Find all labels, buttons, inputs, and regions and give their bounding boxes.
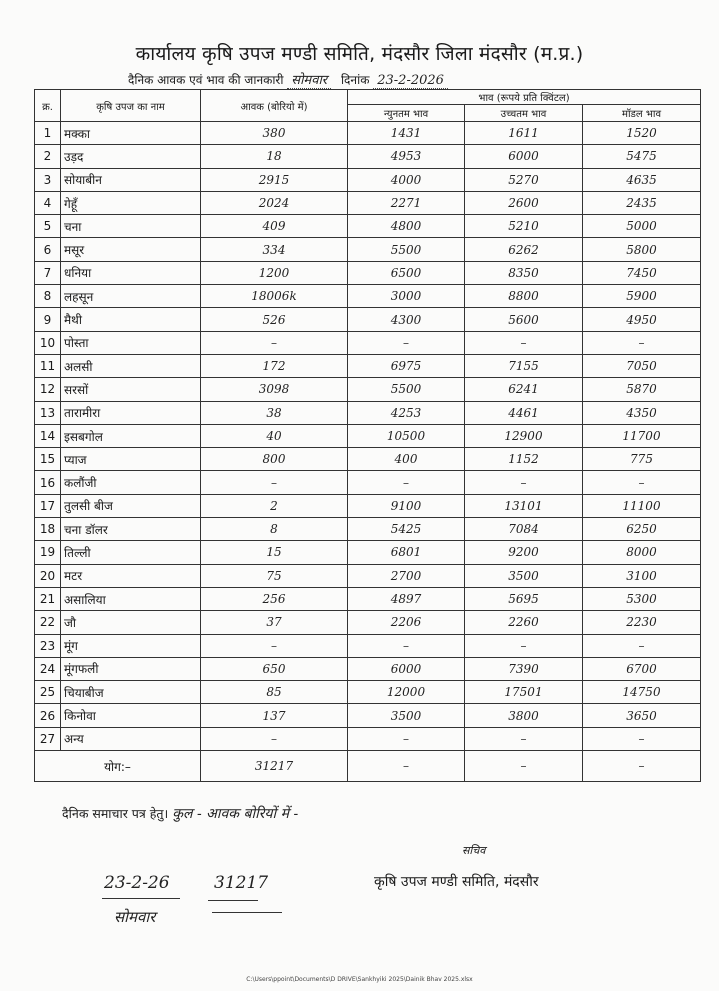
- modal-rate: 4635: [583, 168, 701, 191]
- max-rate: 6241: [465, 378, 583, 401]
- table-row: [35, 378, 701, 401]
- underline-stroke: [212, 912, 282, 913]
- max-rate: 3500: [465, 564, 583, 587]
- commodity-name: चियाबीज: [61, 681, 201, 704]
- news-label: दैनिक समाचार पत्र हेतु।: [62, 806, 169, 821]
- row-sn: 25: [35, 681, 61, 704]
- subline-label: दैनिक आवक एवं भाव की जानकारी: [128, 73, 284, 87]
- header-rate-group: भाव (रूपये प्रति क्विंटल): [348, 90, 701, 105]
- modal-rate: 4350: [583, 401, 701, 424]
- handwritten-day: सोमवार: [114, 908, 156, 926]
- modal-rate: 3100: [583, 564, 701, 587]
- min-rate: 4000: [348, 168, 465, 191]
- row-sn: 26: [35, 704, 61, 727]
- table-row: [35, 681, 701, 704]
- modal-rate: 775: [583, 448, 701, 471]
- arrival-value: 172: [201, 354, 348, 377]
- arrival-value: 85: [201, 681, 348, 704]
- modal-rate: 6250: [583, 518, 701, 541]
- max-rate: 5270: [465, 168, 583, 191]
- commodity-name: जौ: [61, 611, 201, 634]
- arrival-value: 75: [201, 564, 348, 587]
- report-subline: [128, 70, 448, 89]
- commodity-name: असालिया: [61, 587, 201, 610]
- header-max-rate: उच्चतम भाव: [465, 105, 583, 122]
- modal-rate: 5870: [583, 378, 701, 401]
- arrival-value: 38: [201, 401, 348, 424]
- row-sn: 17: [35, 494, 61, 517]
- date-label: दिनांक: [340, 73, 370, 87]
- date-value: 23-2-2026: [373, 73, 448, 89]
- arrival-value: 2024: [201, 191, 348, 214]
- min-rate: –: [348, 727, 465, 750]
- arrival-value: 18006k: [201, 285, 348, 308]
- modal-rate: –: [583, 331, 701, 354]
- header-sn: क्र.: [35, 90, 61, 122]
- table-row: [35, 145, 701, 168]
- max-rate: 8350: [465, 261, 583, 284]
- arrival-value: 1200: [201, 261, 348, 284]
- modal-rate: 7450: [583, 261, 701, 284]
- arrival-value: 800: [201, 448, 348, 471]
- table-row: [35, 564, 701, 587]
- total-row: [35, 751, 701, 782]
- arrival-value: 2915: [201, 168, 348, 191]
- min-rate: –: [348, 471, 465, 494]
- max-rate: 5600: [465, 308, 583, 331]
- table-row: [35, 191, 701, 214]
- min-rate: 3000: [348, 285, 465, 308]
- day-value: सोमवार: [287, 70, 331, 89]
- newspaper-note: [62, 804, 298, 823]
- row-sn: 20: [35, 564, 61, 587]
- row-sn: 8: [35, 285, 61, 308]
- arrival-value: 2: [201, 494, 348, 517]
- min-rate: 1431: [348, 122, 465, 145]
- min-rate: 9100: [348, 494, 465, 517]
- arrival-value: 409: [201, 215, 348, 238]
- min-rate: 400: [348, 448, 465, 471]
- arrival-value: 334: [201, 238, 348, 261]
- arrival-value: 3098: [201, 378, 348, 401]
- arrival-value: 18: [201, 145, 348, 168]
- arrival-value: 650: [201, 657, 348, 680]
- header-min-rate: न्युनतम भाव: [348, 105, 465, 122]
- arrival-value: 256: [201, 587, 348, 610]
- header-modal-rate: मॉडल भाव: [583, 105, 701, 122]
- modal-rate: 3650: [583, 704, 701, 727]
- commodity-name: इसबगोल: [61, 424, 201, 447]
- commodity-name: मैथी: [61, 308, 201, 331]
- modal-rate: 1520: [583, 122, 701, 145]
- total-arrival: 31217: [201, 751, 348, 782]
- max-rate: –: [465, 727, 583, 750]
- max-rate: 2600: [465, 191, 583, 214]
- commodity-name: धनिया: [61, 261, 201, 284]
- arrival-value: 526: [201, 308, 348, 331]
- table-row: [35, 494, 701, 517]
- commodity-name: सरसों: [61, 378, 201, 401]
- modal-rate: 5800: [583, 238, 701, 261]
- handwritten-total: 31217: [214, 873, 269, 893]
- min-rate: 3500: [348, 704, 465, 727]
- row-sn: 6: [35, 238, 61, 261]
- max-rate: 6000: [465, 145, 583, 168]
- min-rate: 4300: [348, 308, 465, 331]
- min-rate: 4953: [348, 145, 465, 168]
- min-rate: 5425: [348, 518, 465, 541]
- max-rate: 5210: [465, 215, 583, 238]
- modal-rate: 5000: [583, 215, 701, 238]
- min-rate: 6801: [348, 541, 465, 564]
- max-rate: 12900: [465, 424, 583, 447]
- arrival-value: –: [201, 331, 348, 354]
- signature-mark: सचिव: [462, 844, 486, 857]
- row-sn: 22: [35, 611, 61, 634]
- max-rate: 4461: [465, 401, 583, 424]
- modal-rate: 2230: [583, 611, 701, 634]
- max-rate: 5695: [465, 587, 583, 610]
- max-rate: 17501: [465, 681, 583, 704]
- max-rate: 7390: [465, 657, 583, 680]
- max-rate: 8800: [465, 285, 583, 308]
- table-row: [35, 424, 701, 447]
- max-rate: 2260: [465, 611, 583, 634]
- table-row: [35, 611, 701, 634]
- table-row: [35, 587, 701, 610]
- commodity-name: प्याज: [61, 448, 201, 471]
- table-row: [35, 354, 701, 377]
- modal-rate: 11100: [583, 494, 701, 517]
- modal-rate: –: [583, 727, 701, 750]
- max-rate: 9200: [465, 541, 583, 564]
- table-row: [35, 634, 701, 657]
- min-rate: –: [348, 634, 465, 657]
- row-sn: 15: [35, 448, 61, 471]
- max-rate: 6262: [465, 238, 583, 261]
- max-rate: 13101: [465, 494, 583, 517]
- min-rate: 6500: [348, 261, 465, 284]
- modal-rate: –: [583, 471, 701, 494]
- commodity-name: मूंग: [61, 634, 201, 657]
- max-rate: 7084: [465, 518, 583, 541]
- arrival-value: 40: [201, 424, 348, 447]
- commodity-name: कलौंजी: [61, 471, 201, 494]
- commodity-name: किनोवा: [61, 704, 201, 727]
- commodity-name: तुलसी बीज: [61, 494, 201, 517]
- row-sn: 18: [35, 518, 61, 541]
- table-row: [35, 261, 701, 284]
- office-name: कृषि उपज मण्डी समिति, मंदसौर: [374, 874, 539, 890]
- commodity-name: अलसी: [61, 354, 201, 377]
- commodity-name: मसूर: [61, 238, 201, 261]
- modal-rate: –: [583, 634, 701, 657]
- min-rate: 5500: [348, 238, 465, 261]
- row-sn: 13: [35, 401, 61, 424]
- modal-rate: 4950: [583, 308, 701, 331]
- min-rate: 5500: [348, 378, 465, 401]
- commodity-name: मक्का: [61, 122, 201, 145]
- commodity-name: अन्य: [61, 727, 201, 750]
- table-row: [35, 215, 701, 238]
- commodity-name: पोस्ता: [61, 331, 201, 354]
- row-sn: 24: [35, 657, 61, 680]
- min-rate: –: [348, 331, 465, 354]
- arrival-value: 137: [201, 704, 348, 727]
- table-row: [35, 238, 701, 261]
- max-rate: –: [465, 331, 583, 354]
- table-row: [35, 448, 701, 471]
- header-commodity: कृषि उपज का नाम: [61, 90, 201, 122]
- row-sn: 9: [35, 308, 61, 331]
- min-rate: 4897: [348, 587, 465, 610]
- modal-rate: 11700: [583, 424, 701, 447]
- row-sn: 2: [35, 145, 61, 168]
- min-rate: 2206: [348, 611, 465, 634]
- table-row: [35, 401, 701, 424]
- row-sn: 7: [35, 261, 61, 284]
- row-sn: 12: [35, 378, 61, 401]
- modal-rate: 5900: [583, 285, 701, 308]
- news-handwritten-note: कुल - आवक बोरियों में -: [172, 806, 299, 822]
- table-row: [35, 727, 701, 750]
- commodity-name: चना डॉलर: [61, 518, 201, 541]
- commodity-name: उड़द: [61, 145, 201, 168]
- arrival-value: 8: [201, 518, 348, 541]
- max-rate: –: [465, 471, 583, 494]
- row-sn: 23: [35, 634, 61, 657]
- commodity-name: गेहूँ: [61, 191, 201, 214]
- commodity-name: मटर: [61, 564, 201, 587]
- max-rate: 3800: [465, 704, 583, 727]
- commodity-name: चना: [61, 215, 201, 238]
- table-row: [35, 308, 701, 331]
- min-rate: 6975: [348, 354, 465, 377]
- min-rate: 10500: [348, 424, 465, 447]
- modal-rate: 6700: [583, 657, 701, 680]
- min-rate: 4253: [348, 401, 465, 424]
- arrival-value: –: [201, 727, 348, 750]
- table-row: [35, 471, 701, 494]
- table-row: [35, 657, 701, 680]
- table-row: [35, 541, 701, 564]
- commodity-name: तिल्ली: [61, 541, 201, 564]
- total-min: –: [348, 751, 465, 782]
- commodity-name: लहसून: [61, 285, 201, 308]
- min-rate: 4800: [348, 215, 465, 238]
- modal-rate: 5300: [583, 587, 701, 610]
- min-rate: 2271: [348, 191, 465, 214]
- row-sn: 21: [35, 587, 61, 610]
- commodity-name: मूंगफली: [61, 657, 201, 680]
- arrival-value: –: [201, 471, 348, 494]
- row-sn: 10: [35, 331, 61, 354]
- row-sn: 3: [35, 168, 61, 191]
- table-row: [35, 285, 701, 308]
- row-sn: 19: [35, 541, 61, 564]
- min-rate: 2700: [348, 564, 465, 587]
- table-row: [35, 704, 701, 727]
- arrival-value: 15: [201, 541, 348, 564]
- handwritten-date: 23-2-26: [104, 873, 170, 893]
- modal-rate: 7050: [583, 354, 701, 377]
- total-max: –: [465, 751, 583, 782]
- page-title: कार्यालय कृषि उपज मण्डी समिति, मंदसौर जिला मंदसौर (म.प्र.): [135, 43, 584, 65]
- underline-stroke: [102, 898, 180, 899]
- row-sn: 14: [35, 424, 61, 447]
- header-arrival: आवक (बोरियो में): [201, 90, 348, 122]
- modal-rate: 8000: [583, 541, 701, 564]
- arrival-value: –: [201, 634, 348, 657]
- max-rate: 1611: [465, 122, 583, 145]
- row-sn: 16: [35, 471, 61, 494]
- modal-rate: 5475: [583, 145, 701, 168]
- total-modal: –: [583, 751, 701, 782]
- file-path: C:\Users\ppoint\Documents\D DRIVE\Sankhyiki 2025\Dainik Bhav 2025.xlsx: [246, 976, 473, 983]
- min-rate: 6000: [348, 657, 465, 680]
- modal-rate: 14750: [583, 681, 701, 704]
- table-row: [35, 331, 701, 354]
- max-rate: –: [465, 634, 583, 657]
- arrival-value: 380: [201, 122, 348, 145]
- table-row: [35, 122, 701, 145]
- underline-stroke: [208, 900, 258, 901]
- arrival-value: 37: [201, 611, 348, 634]
- row-sn: 11: [35, 354, 61, 377]
- row-sn: 5: [35, 215, 61, 238]
- commodity-name: तारामीरा: [61, 401, 201, 424]
- max-rate: 7155: [465, 354, 583, 377]
- max-rate: 1152: [465, 448, 583, 471]
- commodity-name: सोयाबीन: [61, 168, 201, 191]
- modal-rate: 2435: [583, 191, 701, 214]
- rates-table: [34, 89, 701, 782]
- row-sn: 27: [35, 727, 61, 750]
- table-row: [35, 168, 701, 191]
- table-row: [35, 518, 701, 541]
- row-sn: 4: [35, 191, 61, 214]
- min-rate: 12000: [348, 681, 465, 704]
- row-sn: 1: [35, 122, 61, 145]
- total-label: योग:–: [35, 751, 201, 782]
